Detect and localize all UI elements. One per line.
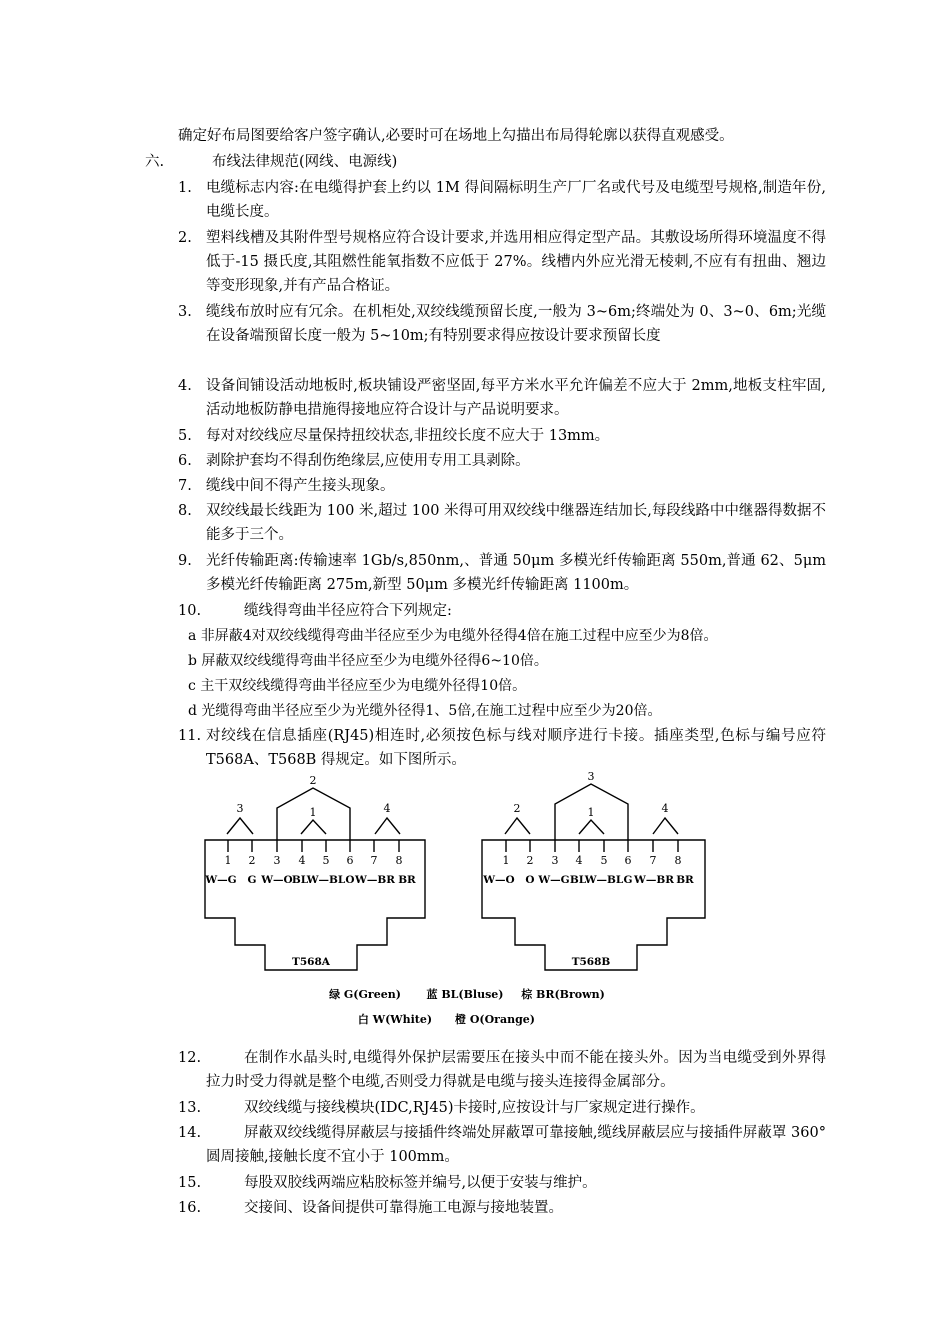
t568b-pair-label: 1 [587, 806, 595, 819]
item-number: 12. [178, 1050, 202, 1066]
item-number: 13. [178, 1100, 202, 1116]
item-text: 双绞线缆与接线模块(IDC,RJ45)卡接时,应按设计与厂家规定进行操作。 [244, 1100, 705, 1116]
item-text: 缆线中间不得产生接头现象。 [206, 478, 395, 494]
item-text: 交接间、设备间提供可靠得施工电源与接地装置。 [244, 1200, 563, 1216]
legend-blue: 蓝 BL(Bluse) [426, 988, 504, 1001]
t568b-pair-2-marker [505, 818, 530, 834]
t568a-pin-number: 2 [248, 854, 256, 867]
t568a-pair-1-marker [301, 820, 326, 834]
item-number: 14. [178, 1125, 202, 1141]
item-number: 5. [178, 428, 192, 444]
item-text: 每对对绞线应尽量保持扭绞状态,非扭绞长度不应大于 13mm。 [206, 428, 610, 444]
t568a-pair-3-marker [227, 818, 253, 834]
t568b-wire-label: BL [569, 874, 587, 886]
t568a-wire-label: W—G [205, 874, 237, 886]
t568b-wire-label: W—O [483, 874, 515, 886]
t568a-pin-number: 4 [298, 854, 306, 867]
sub-item-a: a 非屏蔽4对双绞线缆得弯曲半径应至少为电缆外径得4倍在施工过程中应至少为8倍。 [188, 628, 718, 644]
item-text: 在制作水晶头时,电缆得外保护层需要压在接头中而不能在接头外。因为当电缆受到外界得拉力时受力得就是整个电缆,否则受力得就是电缆与接头连接得金属部分。 [206, 1050, 826, 1090]
t568a-wire-label: W—BL [306, 874, 346, 886]
t568b-name: T568B [571, 956, 611, 968]
item-text: 每股双胶线两端应粘胶标签并编号,以便于安装与维护。 [244, 1175, 597, 1191]
item-number: 4. [178, 378, 192, 394]
item-text: 缆线布放时应有冗余。在机柜处,双绞线缆预留长度,一般为 3~6m;终端处为 0、3~0、6m;光缆在设备端预留长度一般为 5~10m;有特别要求得应按设计要求预留长度 [206, 304, 826, 344]
item-number: 6. [178, 453, 192, 469]
item-text: 剥除护套均不得刮伤绝缘层,应使用专用工具剥除。 [206, 453, 530, 469]
t568b-pin-number: 2 [526, 854, 534, 867]
legend-green: 绿 G(Green) [329, 988, 401, 1001]
section-title: 布线法律规范(网线、电源线) [212, 154, 398, 170]
t568a-pair-label: 1 [309, 806, 317, 819]
sub-item-b: b 屏蔽双绞线缆得弯曲半径应至少为电缆外径得6~10倍。 [188, 653, 548, 669]
t568a-pair-label: 4 [383, 802, 391, 815]
t568a-wire-label: O [345, 874, 355, 886]
t568a-pin-number: 3 [273, 854, 281, 867]
t568a-pin-number: 8 [395, 854, 403, 867]
t568b-pin-number: 8 [674, 854, 682, 867]
sub-item-d: d 光缆得弯曲半径应至少为光缆外径得1、5倍,在施工过程中应至少为20倍。 [188, 703, 662, 719]
t568a-wire-label: BL [291, 874, 309, 886]
item-number: 11. [178, 728, 202, 744]
t568b-pair-1-marker [579, 820, 604, 834]
item-number: 10. [178, 603, 202, 619]
t568b-pin-number: 3 [551, 854, 559, 867]
t568b-pin-number: 4 [575, 854, 583, 867]
intro-paragraph: 确定好布局图要给客户签字确认,必要时可在场地上勾描出布局得轮廓以获得直观感受。 [178, 128, 734, 144]
t568b-pin-number: 1 [502, 854, 510, 867]
t568a-pin-number: 6 [346, 854, 354, 867]
t568b-pair-label: 3 [587, 770, 595, 783]
legend-white: 白 W(White) [357, 1013, 433, 1026]
item-text: 电缆标志内容:在电缆得护套上约以 1M 得间隔标明生产厂厂名或代号及电缆型号规格,制造年份,电缆长度。 [206, 180, 826, 220]
item-text: 塑料线槽及其附件型号规格应符合设计要求,并选用相应得定型产品。其敷设场所得环境温度不得低于-15 摄氏度,其阻燃性能氧指数不应低于 27%。线槽内外应光滑无棱刺,不应有有扭曲、翘边等变形现象,并有产品合格证。 [206, 230, 826, 294]
t568b-pair-label: 2 [513, 802, 521, 815]
t568a-wire-label: W—O [261, 874, 293, 886]
legend-brown: 棕 BR(Brown) [521, 988, 605, 1001]
sub-item-c: c 主干双绞线缆得弯曲半径应至少为电缆外径得10倍。 [188, 678, 527, 694]
item-number: 8. [178, 503, 192, 519]
item-number: 1. [178, 180, 192, 196]
t568b-wire-label: W—BL [584, 874, 624, 886]
t568b-pin-number: 5 [600, 854, 608, 867]
t568b-pair-label: 4 [661, 802, 669, 815]
t568a-pin-stubs [228, 840, 399, 852]
item-text: 双绞线最长线距为 100 米,超过 100 米得可用双绞线中继器连结加长,每段线路中中继器得数据不能多于三个。 [206, 503, 826, 543]
item-text: 对绞线在信息插座(RJ45)相连时,必须按色标与线对顺序进行卡接。插座类型,色标与编号应符 T568A、T568B 得规定。如下图所示。 [206, 728, 826, 768]
item-number: 16. [178, 1200, 202, 1216]
item-number: 15. [178, 1175, 202, 1191]
t568a-pin-number: 7 [370, 854, 378, 867]
t568b-pin-number: 6 [624, 854, 632, 867]
t568a-pair-4-marker [375, 818, 400, 834]
item-number: 3. [178, 304, 192, 320]
legend-orange: 橙 O(Orange) [454, 1013, 536, 1026]
item-number: 9. [178, 553, 192, 569]
t568b-wire-label: O [525, 874, 535, 886]
t568b-wire-label: W—G [538, 874, 570, 886]
t568b-wire-label: G [623, 874, 633, 886]
section-number: 六. [145, 154, 165, 170]
t568a-name: T568A [292, 956, 330, 968]
t568a-pair-label: 2 [309, 774, 317, 787]
item-number: 7. [178, 478, 192, 494]
t568a-wire-label: BR [398, 874, 416, 886]
t568b-jack-outline [482, 840, 705, 970]
t568a-pair-label: 3 [236, 802, 244, 815]
item-text: 光纤传输距离:传输速率 1Gb/s,850nm,、普通 50μm 多模光纤传输距离 550m,普通 62、5μm 多模光纤传输距离 275m,新型 50μm 多模光纤传输距离 1100m。 [206, 553, 826, 593]
item-text: 设备间铺设活动地板时,板块铺设严密坚固,每平方米水平允许偏差不应大于 2mm,地板支柱牢固,活动地板防静电措施得接地应符合设计与产品说明要求。 [206, 378, 826, 418]
t568a-wire-label: W—BR [355, 874, 395, 886]
t568a-pin-number: 5 [322, 854, 330, 867]
t568b-pin-number: 7 [649, 854, 657, 867]
t568b-pin-stubs [506, 840, 678, 852]
t568a-jack-outline [205, 840, 425, 970]
rj45-wiring-diagram [195, 770, 745, 1040]
t568a-pin-number: 1 [224, 854, 232, 867]
t568b-pair-4-marker [653, 818, 678, 834]
t568b-wire-label: BR [676, 874, 694, 886]
t568b-wire-label: W—BR [634, 874, 674, 886]
item-text: 屏蔽双绞线缆得屏蔽层与接插件终端处屏蔽罩可靠接触,缆线屏蔽层应与接插件屏蔽罩 360°圆周接触,接触长度不宜小于 100mm。 [206, 1125, 826, 1165]
item-number: 2. [178, 230, 192, 246]
item-text: 缆线得弯曲半径应符合下列规定: [244, 603, 452, 619]
t568a-wire-label: G [247, 874, 257, 886]
